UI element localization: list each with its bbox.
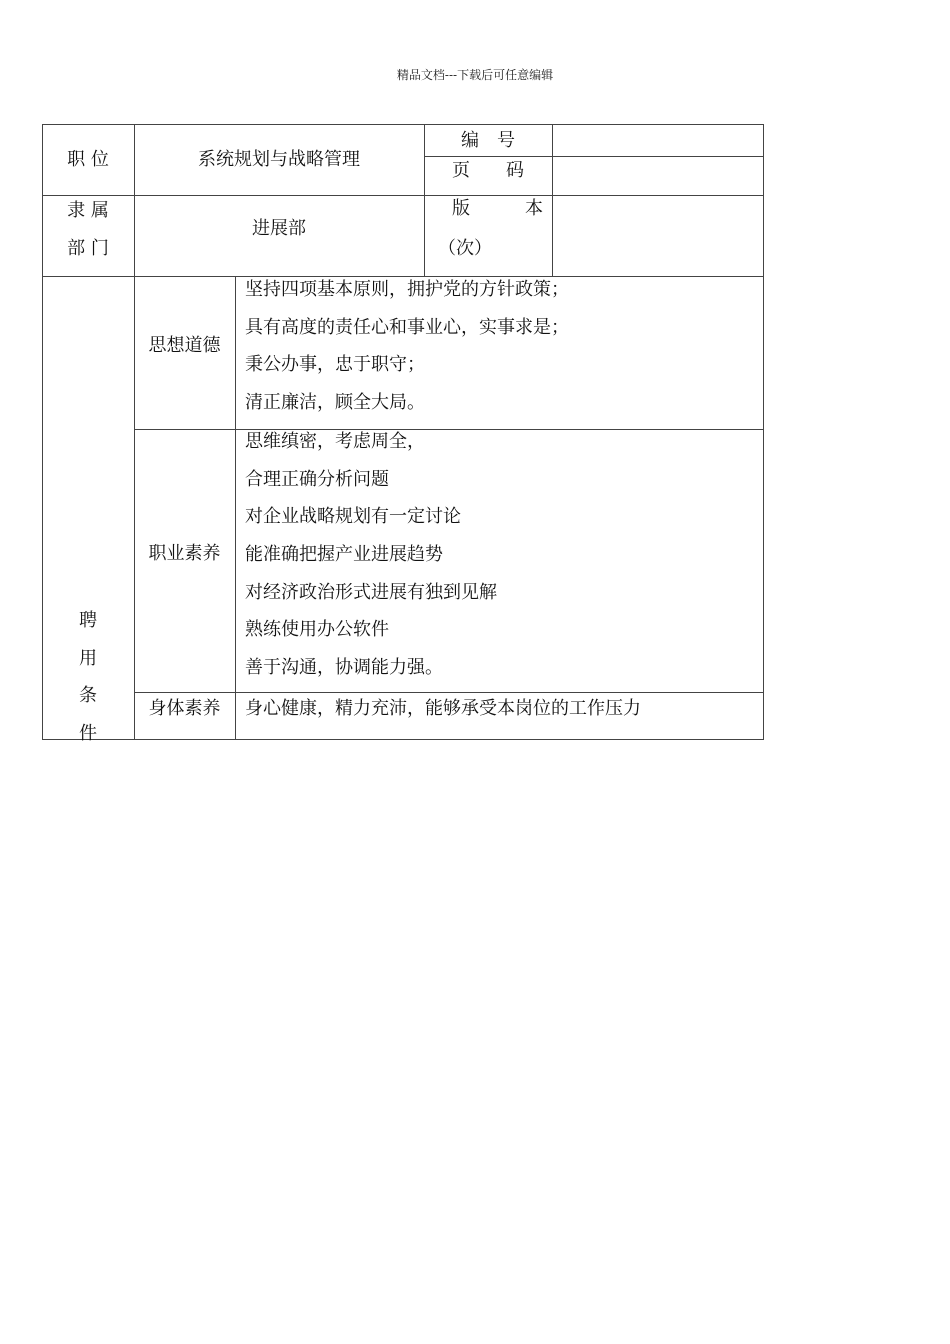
list-item: 具有高度的责任心和事业心，实事求是；: [245, 316, 569, 338]
table-border-bottom: [42, 739, 764, 740]
hiring-label-char: 用: [79, 647, 97, 669]
table-divider: [235, 276, 236, 740]
position-label: 职 位: [67, 149, 109, 170]
version-label-a: 版: [452, 198, 470, 219]
list-item: 秉公办事，忠于职守；: [245, 354, 425, 376]
list-item: 合理正确分析问题: [245, 468, 389, 490]
table-divider: [424, 156, 764, 157]
version-label-c: （次）: [438, 238, 492, 259]
hiring-label-char: 聘: [79, 610, 97, 631]
list-item: 对经济政治形式进展有独到见解: [245, 581, 497, 603]
section-items-ethics: [245, 279, 569, 430]
table-divider: [42, 195, 764, 196]
position-value: 系统规划与战略管理: [198, 149, 360, 170]
code-label: 编 号: [461, 130, 515, 151]
list-item: 善于沟通，协调能力强。: [245, 657, 443, 679]
section-name-ethics: 思想道德: [148, 335, 221, 356]
hiring-label-char: 条: [79, 685, 97, 706]
version-label-b: 本: [525, 198, 543, 219]
hiring-label-char: 件: [79, 722, 97, 744]
table-border-top: [42, 124, 764, 125]
list-item: 熟练使用办公软件: [245, 619, 389, 641]
department-label-line2: 部 门: [67, 238, 109, 259]
list-item: 身心健康，精力充沛，能够承受本岗位的工作压力: [245, 698, 641, 719]
list-item: 坚持四项基本原则，拥护党的方针政策；: [245, 279, 569, 300]
department-value: 进展部: [252, 218, 306, 239]
table-divider: [552, 124, 553, 277]
page-header: 精品文档---下载后可任意编辑: [396, 68, 554, 82]
section-items-physical: [245, 698, 641, 720]
list-item: 对企业战略规划有一定讨论: [245, 506, 461, 528]
section-name-physical: 身体素养: [148, 698, 221, 719]
table-border-right: [763, 124, 764, 740]
section-items-professional: [245, 431, 497, 695]
table-divider: [134, 124, 135, 740]
table-divider: [42, 276, 764, 277]
list-item: 清正廉洁，顾全大局。: [245, 392, 425, 414]
list-item: 思维缜密，考虑周全，: [245, 431, 425, 452]
page-label: 页 码: [452, 160, 524, 181]
hiring-conditions-label: [42, 602, 134, 752]
section-name-professional: 职业素养: [148, 543, 221, 564]
list-item: 能准确把握产业进展趋势: [245, 544, 443, 566]
department-label-line1: 隶 属: [67, 200, 109, 221]
